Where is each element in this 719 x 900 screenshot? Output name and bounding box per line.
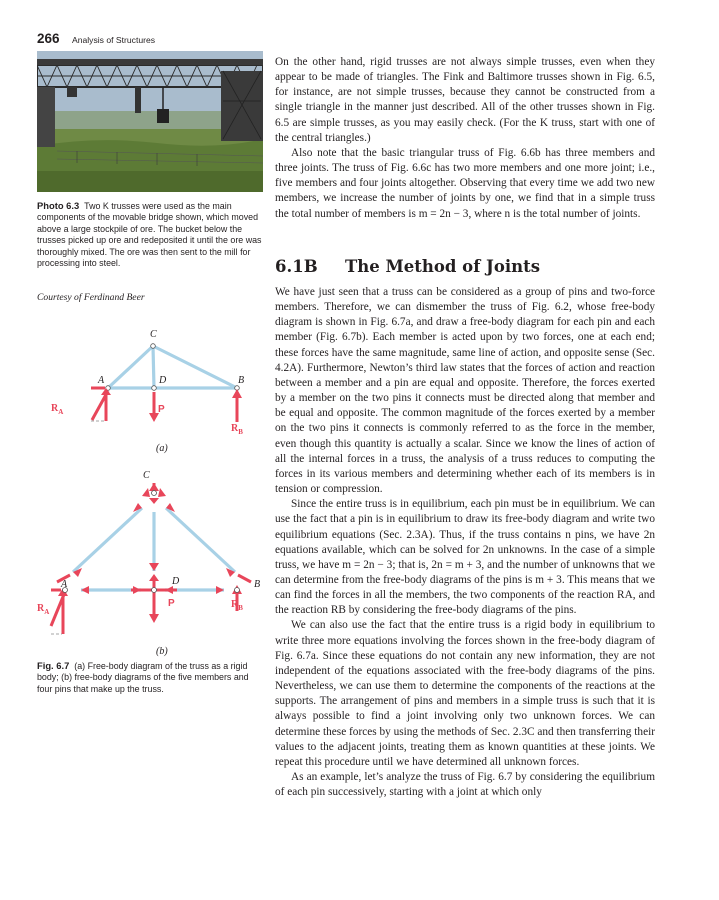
paragraph-2: Also note that the basic triangular truss of Fig. 6.6b has three members and three joints. The truss of Fig. 6.6c has two more members and one more joint; i.e., five members and four joints altogether. Observing that every time we add two new members, we increase the number of joints by one, we find that in a simple truss the total number of members is m = 2n − 3, where n is the total number of joints. — [275, 146, 655, 220]
label-RA-a: $R_A$ — [51, 403, 64, 416]
figure-caption-text: (a) Free-body diagram of the truss as a rigid body; (b) free-body diagrams of the five members and four pins that make up the truss. — [37, 661, 249, 694]
pin-C — [151, 344, 156, 349]
figure-6-7b — [37, 466, 267, 661]
truss-a-members — [108, 346, 237, 388]
label-D-a: D — [159, 375, 167, 386]
label-C-a: C — [150, 329, 157, 340]
paragraph-3: We have just seen that a truss can be considered as a group of pins and two-force members. Therefore, we can dismember the truss of Fig. 6.2, whose free-body diagram is shown in Fig. 6.7a, and draw a free-body diagram for each pin and each member (Fig. 6.7b). Each member is acted upon by two forces, one at each end; these forces have the same magnitude, same line of action, and opposite sense (Sec. 4.2A). Furthermore, Newton’s third law states that the forces of action and reaction between a member and a pin are equal and opposite. Therefore, the forces exerted by a member on the two pins it connects must be directed along that member and be equal and opposite. The common magnitude of the forces exerted by a member on the two pins it connects is commonly referred to as the force in the member, even though this quantity is actually a scalar. Since we know the lines of action of all the internal forces in a truss, the analysis of a truss reduces to computing the forces in its various members and determining whether each of its members is in tension or compression. — [275, 286, 655, 496]
label-RA-b: $R_A$ — [37, 603, 50, 616]
label-D-b: D — [172, 576, 180, 587]
text-block-bottom — [275, 285, 655, 800]
photo-caption-label: Photo 6.3 — [37, 200, 80, 211]
paragraph-1: On the other hand, rigid trusses are not always simple trusses, even when they appear to be made of triangles. The Fink and Baltimore trusses shown in Fig. 6.5, for instance, are not simple trusses, because they cannot be constructed from a single triangle in the manner just described. All of the other trusses shown in Fig. 6.5 are simple trusses, as you may easily check. (For the K truss, start with one of the central triangles.) — [275, 56, 655, 144]
text-block-top — [275, 55, 655, 222]
paragraph-5: We can also use the fact that the entire truss is a rigid body in equilibrium to write three more equations involving the forces shown in the free-body diagram of Fig. 6.7a. Since these equations do not contain any new information, they are not independent of the equations associated with the free-body diagrams of the pins. Nevertheless, we can use them to determine the components of the reactions at the supports. The arrangement of pins and members in a simple truss is such that it is always possible to find a joint involving only two unknown forces. We can determine these forces by using the methods of Sec. 2.3C and then transferring their values to the adjacent joints, treating them as known quantities at these joints. We repeat this procedure until we have determined all unknown forces. — [275, 619, 655, 768]
figure-6-7a — [37, 325, 267, 465]
label-B-a: B — [238, 375, 245, 386]
label-C-b: C — [143, 470, 150, 481]
label-P-b: P — [168, 598, 175, 609]
subfig-label-a: (a) — [156, 443, 168, 454]
section-title: The Method of Joints — [345, 257, 541, 276]
pin-D-b — [152, 588, 157, 593]
photo-caption — [37, 200, 265, 269]
section-number: 6.1B — [275, 257, 318, 276]
pin-B-b — [235, 588, 240, 593]
figure-caption — [37, 660, 265, 695]
bridge-photo — [37, 51, 263, 192]
label-P-a: P — [158, 404, 165, 415]
subfig-label-b: (b) — [156, 646, 168, 657]
label-A-b: A — [61, 579, 68, 590]
photo-credit: Courtesy of Ferdinand Beer — [37, 292, 145, 303]
figure-caption-label: Fig. 6.7 — [37, 660, 70, 671]
label-RB-a: $R_B$ — [231, 423, 243, 436]
label-RB-b: $R_B$ — [231, 599, 243, 612]
paragraph-4: Since the entire truss is in equilibrium, each pin must be in equilibrium. We can use the fact that a pin is in equilibrium to draw its free-body diagram and write two equilibrium equations (Sec. 2.3A). Thus, if the truss contains n pins, we have 2n equations available, which can be solved for 2n unknowns. In the case of a simple truss, we have m = 2n − 3; that is, 2n = m + 3, and the number of unknowns that we can determine from the free-body diagrams of the pins is m + 3. This means that we can find the forces in all the members, the two components of the reaction RA, and the reaction RB by considering the free-body diagrams of the pins. — [275, 498, 655, 617]
running-title: Analysis of Structures — [71, 35, 156, 45]
pin-C-b — [152, 491, 157, 496]
paragraph-6: As an example, let’s analyze the truss of Fig. 6.7 by considering the equilibrium of each pin successively, starting with a joint at which only — [275, 771, 655, 799]
pin-D — [152, 386, 157, 391]
label-B-b: B — [254, 579, 261, 590]
page-number: 266 — [37, 31, 60, 46]
photo-caption-text: Two K trusses were used as the main components of the movable bridge shown, which moved above a large stockpile of ore. The bucket below the trusses picked up ore and redeposited it until the ore was thoroughly mixed. The ore was then sent to the mill for processing into steel. — [37, 201, 262, 269]
section-heading — [275, 257, 655, 276]
label-A-a: A — [98, 375, 105, 386]
page-header — [37, 30, 155, 48]
